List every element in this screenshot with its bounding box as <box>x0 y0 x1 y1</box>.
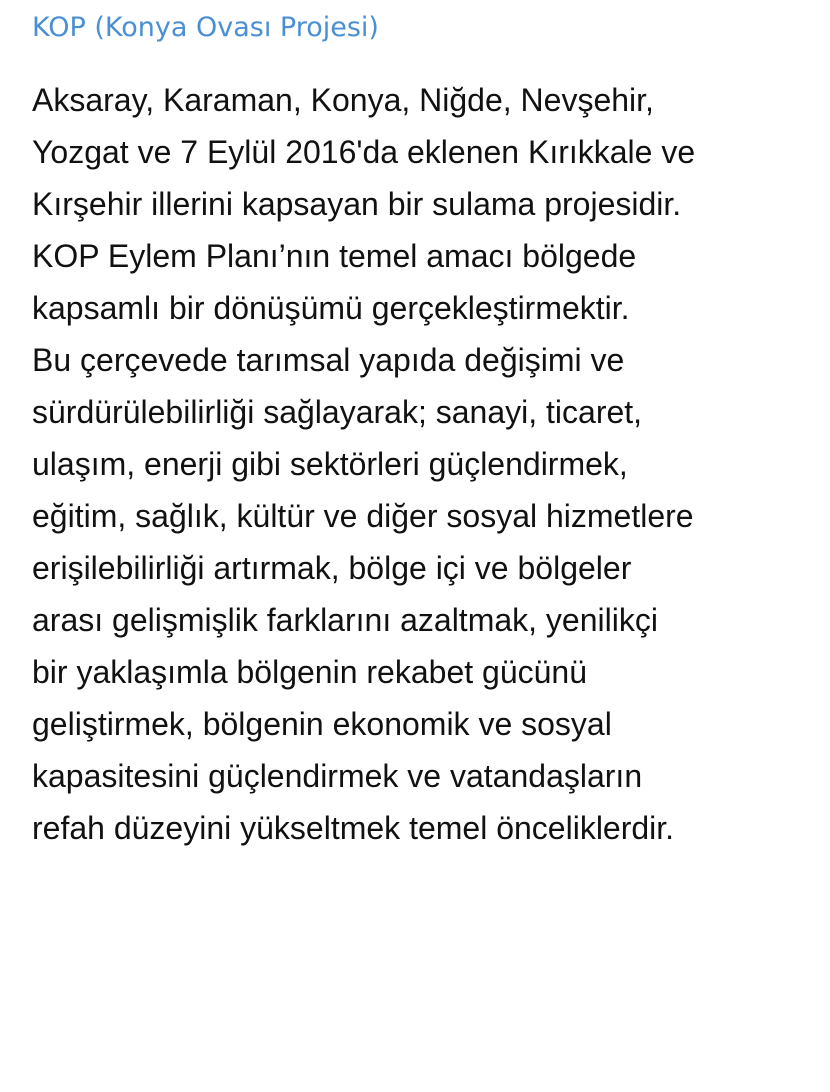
paragraph-line: Kırşehir illerini kapsayan bir sulama projesidir. <box>32 186 682 222</box>
paragraph-line: Yozgat ve 7 Eylül 2016'da eklenen Kırıkkale ve <box>32 134 696 170</box>
paragraph-line: refah düzeyini yükseltmek temel önceliklerdir. <box>32 810 675 846</box>
article-body <box>32 74 822 854</box>
paragraph-line: Bu çerçevede tarımsal yapıda değişimi ve <box>32 342 625 378</box>
paragraph-line: bir yaklaşımla bölgenin rekabet gücünü <box>32 654 587 690</box>
paragraph-line: erişilebilirliği artırmak, bölge içi ve bölgeler <box>32 550 632 586</box>
paragraph-line: sürdürülebilirliği sağlayarak; sanayi, ticaret, <box>32 394 643 430</box>
intro-paragraph <box>32 74 822 230</box>
paragraph-line: KOP Eylem Planı’nın temel amacı bölgede <box>32 238 637 274</box>
paragraph-line: eğitim, sağlık, kültür ve diğer sosyal hizmetlere <box>32 498 694 534</box>
paragraph-line: kapsamlı bir dönüşümü gerçekleştirmektir. <box>32 290 630 326</box>
paragraph-line: kapasitesini güçlendirmek ve vatandaşların <box>32 758 643 794</box>
action-plan-paragraph <box>32 230 822 854</box>
paragraph-line: Aksaray, Karaman, Konya, Niğde, Nevşehir, <box>32 82 654 118</box>
paragraph-line: arası gelişmişlik farklarını azaltmak, yenilikçi <box>32 602 658 638</box>
paragraph-line: ulaşım, enerji gibi sektörleri güçlendirmek, <box>32 446 628 482</box>
paragraph-line: geliştirmek, bölgenin ekonomik ve sosyal <box>32 706 612 742</box>
article-title: KOP (Konya Ovası Projesi) <box>32 12 379 43</box>
